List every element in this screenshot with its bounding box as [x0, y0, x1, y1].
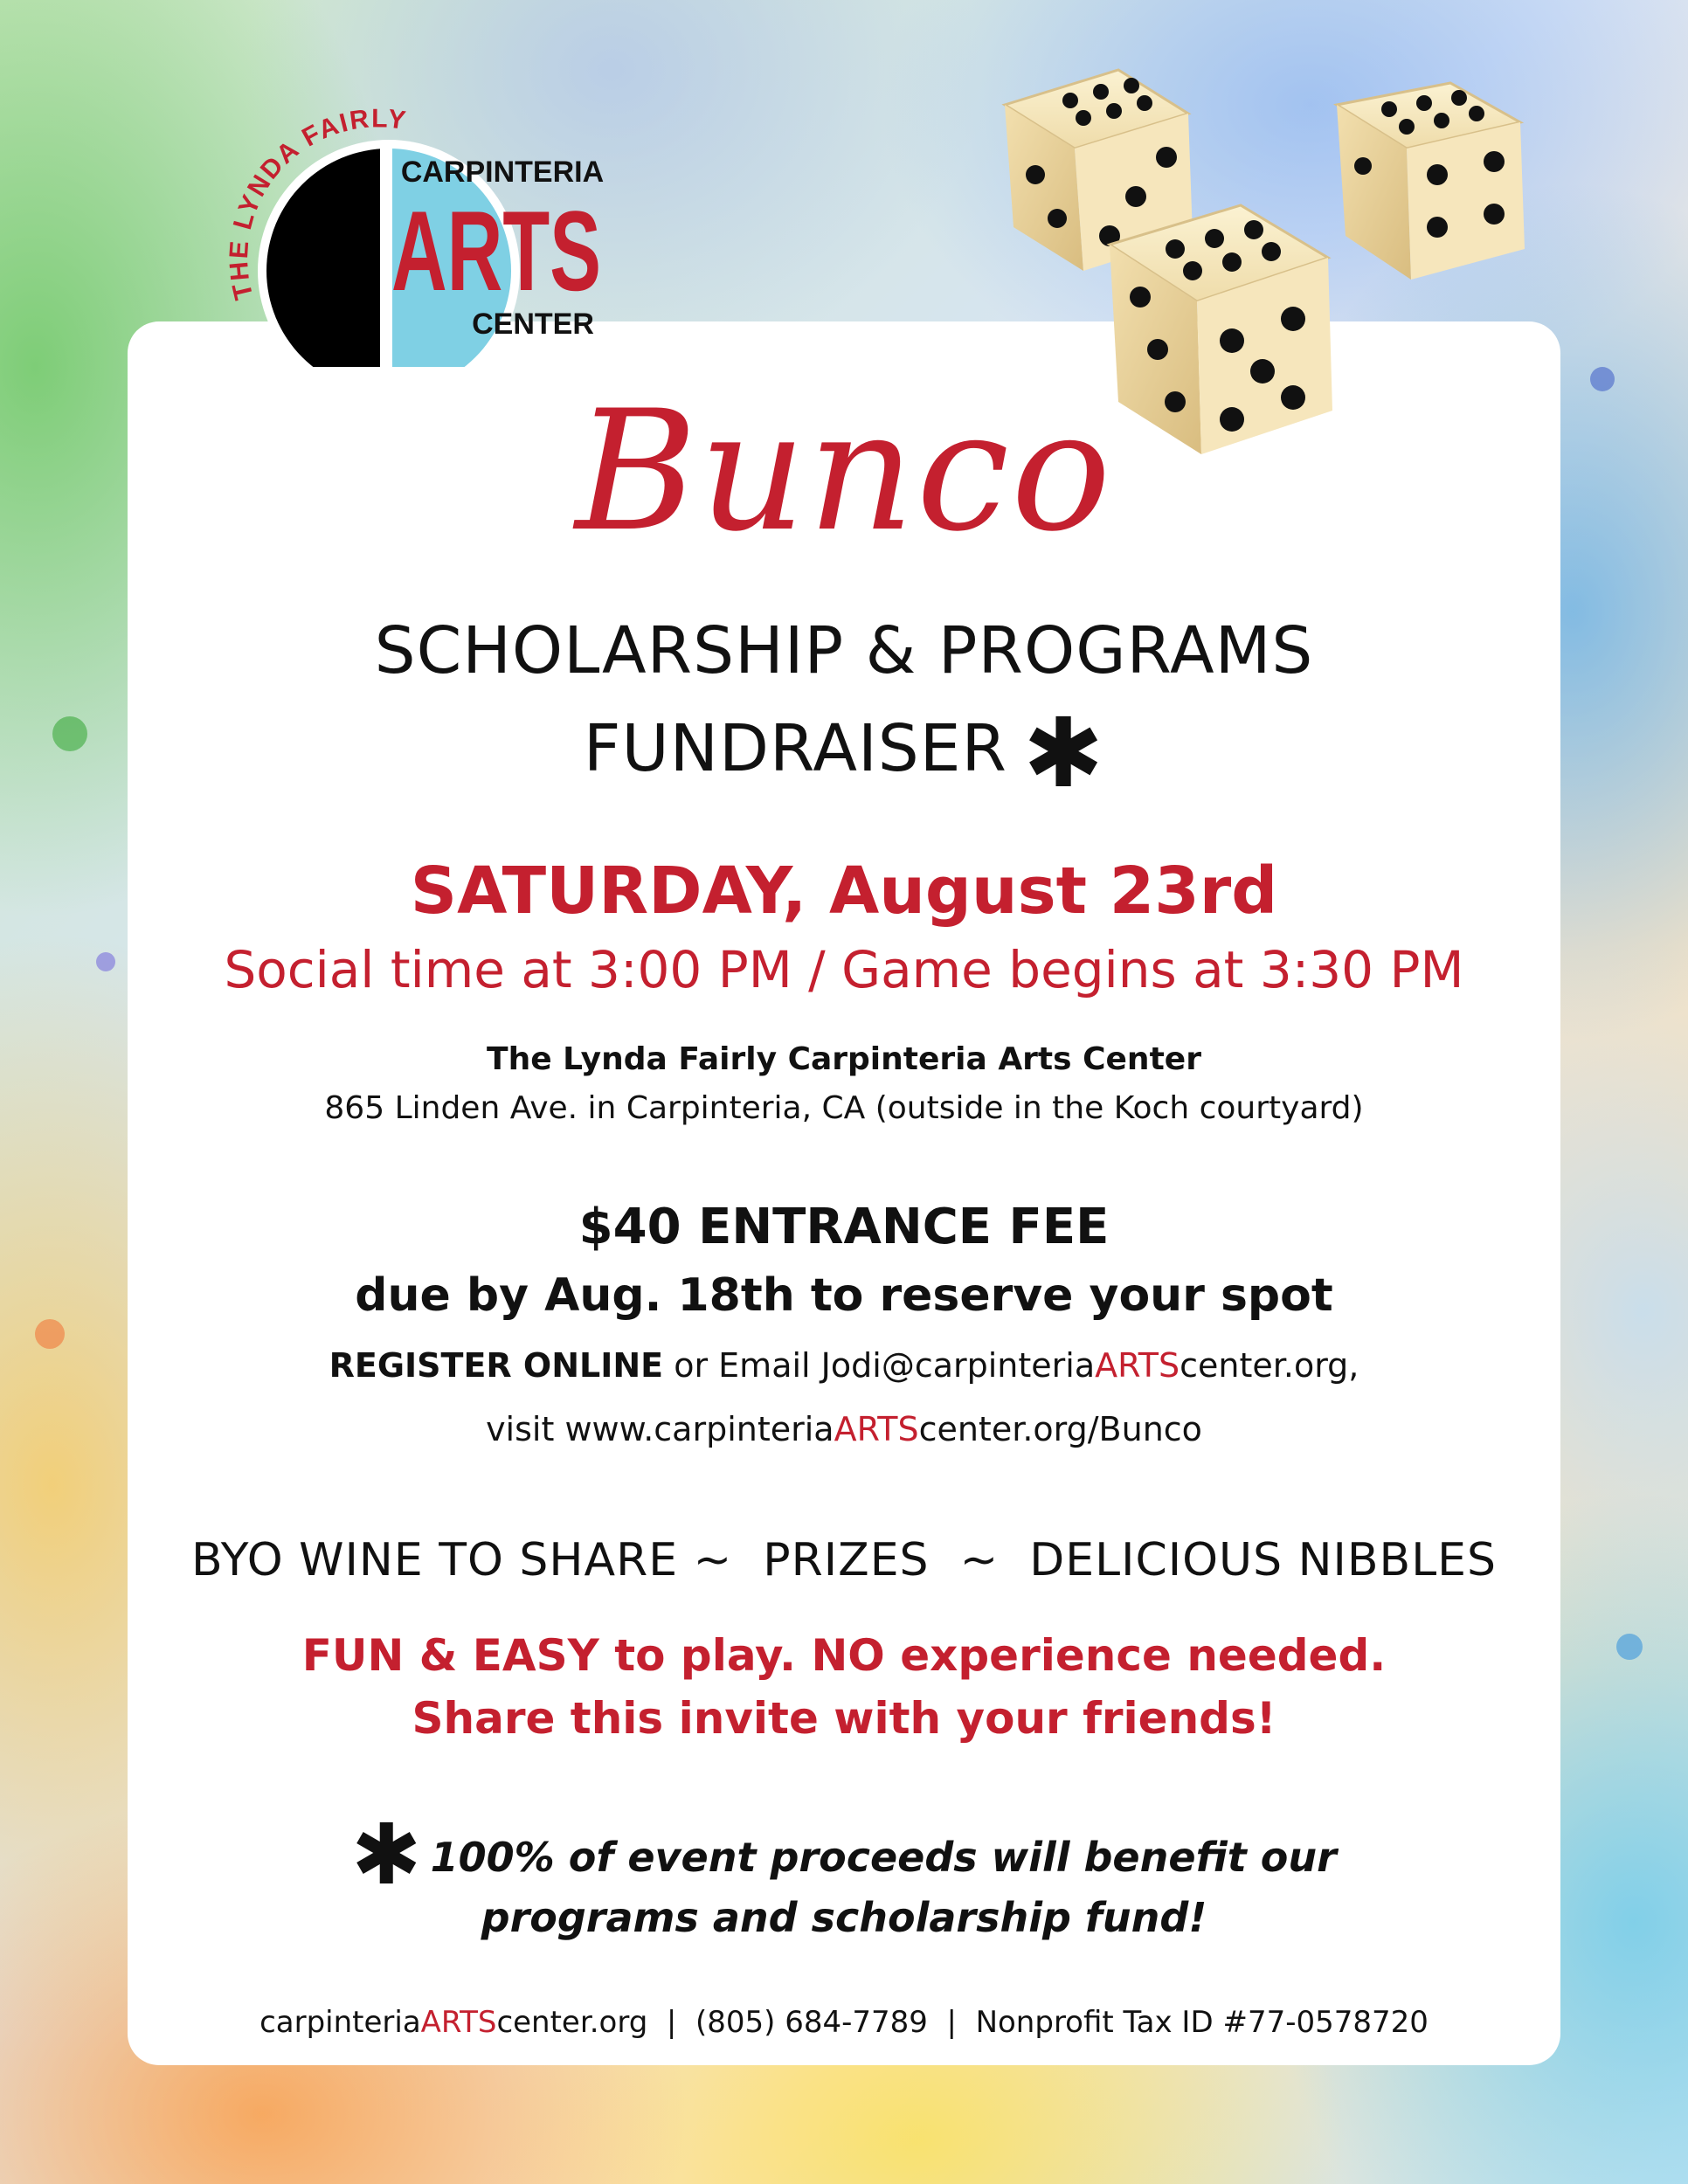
- subtitle-line1: SCHOLARSHIP & PROGRAMS: [374, 613, 1314, 688]
- footer-site-start: carpinteria: [259, 2005, 421, 2040]
- entrance-fee: $40 ENTRANCE FEE: [578, 1199, 1110, 1255]
- register-online-link[interactable]: REGISTER ONLINE: [329, 1346, 664, 1385]
- footer-contact: | (805) 684-7789 | Nonprofit Tax ID #77-0578720: [647, 2005, 1429, 2040]
- proceeds-text: 100% of event proceeds will benefit our: [430, 1834, 1337, 1881]
- footer-site-end: center.org: [496, 2005, 648, 2040]
- event-times: Social time at 3:00 PM / Game begins at 3:30 PM: [224, 940, 1464, 999]
- logo-arc-text: THE LYNDA FAIRLY: [224, 104, 410, 303]
- venue-name: The Lynda Fairly Carpinteria Arts Center: [487, 1041, 1201, 1077]
- proceeds-note-line2: programs and scholarship fund!: [481, 1894, 1207, 1941]
- logo-line2: ARTS: [391, 187, 601, 314]
- event-perks: BYO WINE TO SHARE ~ PRIZES ~ DELICIOUS NIBBLES: [190, 1534, 1498, 1586]
- venue-address: 865 Linden Ave. in Carpinteria, CA (outside in the Koch courtyard): [324, 1090, 1364, 1126]
- asterisk-icon: ✱: [1022, 697, 1105, 809]
- footer: [0, 2001, 1688, 2044]
- visit-url-end: center.org/Bunco: [918, 1410, 1202, 1448]
- visit-line: [0, 1405, 1688, 1454]
- logo-line3: CENTER: [472, 308, 594, 341]
- proceeds-note-line1: [0, 1806, 1688, 1904]
- asterisk-icon: ✱: [351, 1806, 422, 1904]
- logo-line1: CARPINTERIA: [400, 156, 605, 189]
- subtitle-line2: [0, 697, 1688, 809]
- fee-due-date: due by Aug. 18th to reserve your spot: [355, 1269, 1333, 1322]
- share-line: Share this invite with your friends!: [412, 1693, 1276, 1744]
- visit-url-start: visit www.carpinteria: [486, 1410, 834, 1448]
- logo-mark: [201, 96, 612, 367]
- subtitle-text: FUNDRAISER: [583, 711, 1007, 786]
- event-title: Bunco: [575, 375, 1113, 568]
- register-line: [0, 1341, 1688, 1390]
- register-email-end: center.org,: [1180, 1346, 1359, 1385]
- fun-easy-line: FUN & EASY to play. NO experience needed.: [301, 1630, 1387, 1681]
- footer-site-red: ARTS: [420, 2005, 497, 2040]
- event-date: SATURDAY, August 23rd: [410, 854, 1278, 929]
- register-email-red: ARTS: [1095, 1346, 1180, 1385]
- visit-url-red: ARTS: [834, 1410, 919, 1448]
- register-email-start: or Email Jodi@carpinteria: [663, 1346, 1096, 1385]
